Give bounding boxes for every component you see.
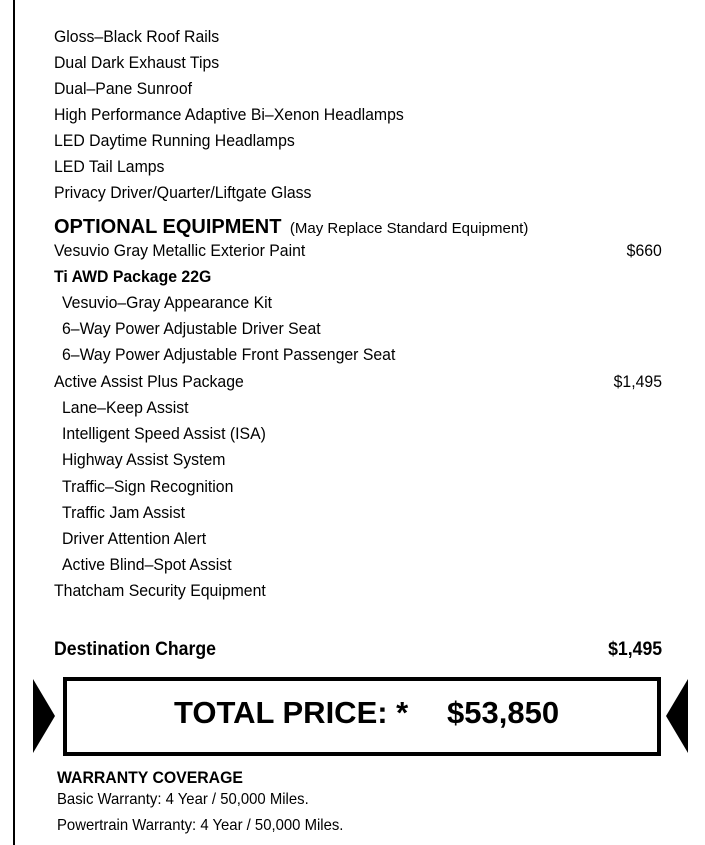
optional-equipment-heading — [54, 216, 528, 239]
optional-equipment-title: OPTIONAL EQUIPMENT — [54, 216, 282, 238]
assist-item: Traffic Jam Assist — [62, 503, 185, 522]
paint-option-label: Vesuvio Gray Metallic Exterior Paint — [54, 241, 306, 260]
warranty-heading: WARRANTY COVERAGE — [57, 768, 243, 787]
basic-warranty: Basic Warranty: 4 Year / 50,000 Miles. — [57, 791, 309, 808]
package-item: 6–Way Power Adjustable Driver Seat — [62, 319, 321, 338]
left-margin-rule — [13, 0, 15, 845]
assist-package-price: $1,495 — [613, 372, 662, 391]
destination-charge-label: Destination Charge — [54, 639, 217, 660]
equipment-item: Privacy Driver/Quarter/Liftgate Glass — [54, 183, 312, 202]
assist-item: Traffic–Sign Recognition — [62, 477, 234, 496]
total-price-label: TOTAL PRICE: * — [174, 695, 409, 730]
total-price-box — [63, 677, 661, 756]
optional-equipment-note: (May Replace Standard Equipment) — [289, 220, 529, 237]
total-price-value: $53,850 — [447, 695, 560, 730]
package-label: Ti AWD Package 22G — [54, 267, 212, 286]
assist-item: Active Blind–Spot Assist — [62, 555, 232, 574]
equipment-item: Dual Dark Exhaust Tips — [54, 53, 220, 72]
equipment-item: Dual–Pane Sunroof — [54, 79, 193, 98]
package-item: Vesuvio–Gray Appearance Kit — [62, 293, 273, 312]
equipment-item: High Performance Adaptive Bi–Xenon Headlamps — [54, 105, 404, 124]
cropped-text-line — [57, 838, 417, 845]
right-arrow-marker — [666, 679, 688, 753]
equipment-item: LED Daytime Running Headlamps — [54, 131, 295, 150]
equipment-item: Gloss–Black Roof Rails — [54, 27, 220, 46]
left-arrow-marker — [33, 679, 55, 753]
assist-item: Intelligent Speed Assist (ISA) — [62, 424, 266, 443]
destination-charge-price: $1,495 — [607, 639, 662, 660]
assist-item: Lane–Keep Assist — [62, 398, 189, 417]
assist-item: Driver Attention Alert — [62, 529, 207, 548]
security-equipment: Thatcham Security Equipment — [54, 581, 266, 600]
powertrain-warranty: Powertrain Warranty: 4 Year / 50,000 Miles. — [57, 817, 344, 834]
assist-package-label: Active Assist Plus Package — [54, 372, 244, 391]
package-item: 6–Way Power Adjustable Front Passenger Seat — [62, 345, 396, 364]
equipment-item: LED Tail Lamps — [54, 157, 165, 176]
paint-option-price: $660 — [626, 241, 662, 260]
assist-item: Highway Assist System — [62, 450, 226, 469]
